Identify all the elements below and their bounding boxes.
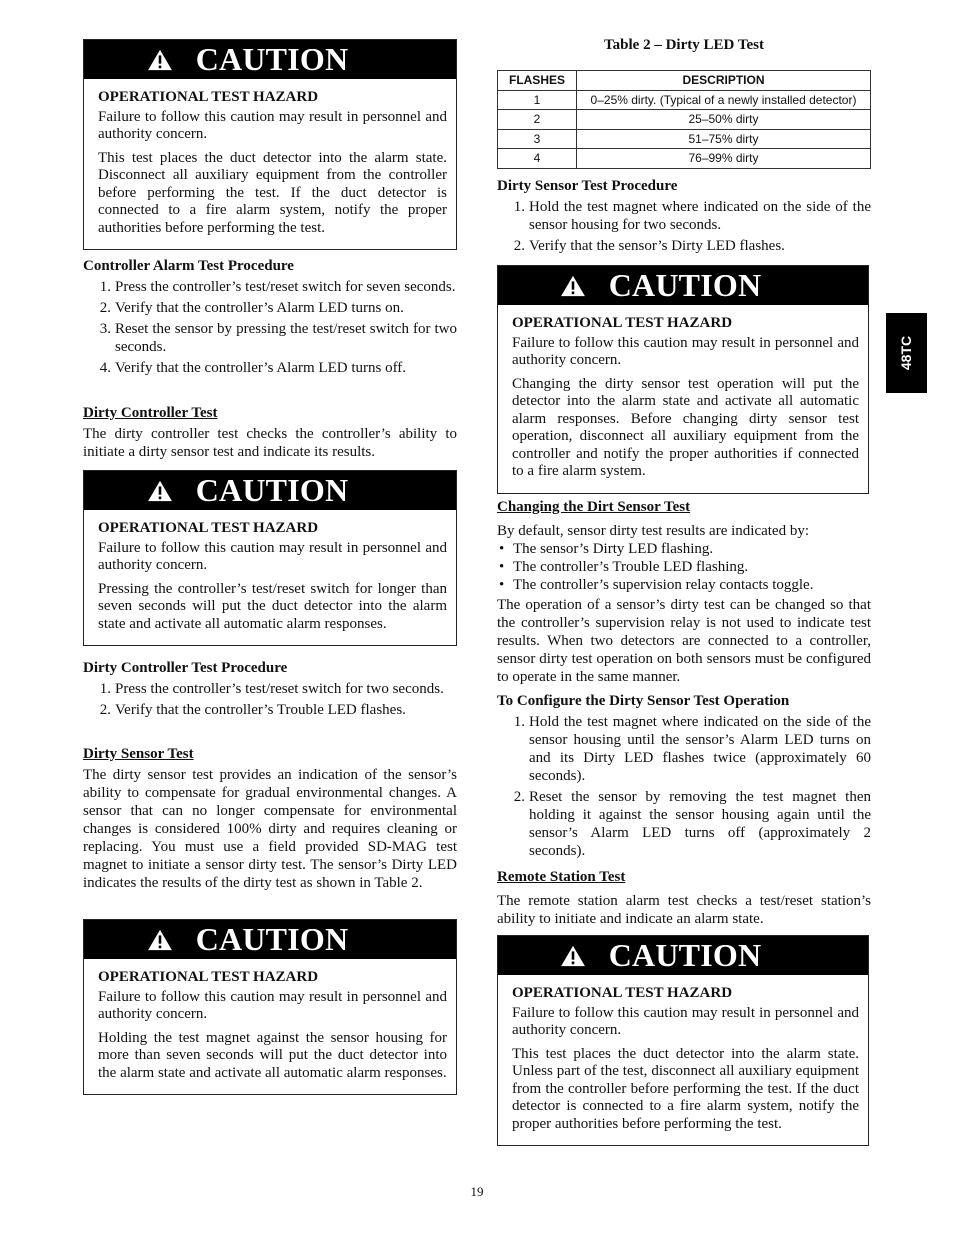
- caution-box-3: [83, 919, 457, 1095]
- caution-text: Changing the dirty sensor test operation will put the detector into the alarm state and activate all automatic alarm responses. Before changing dirty sensor test operation, disconnect all auxiliary equipment from the controller and notify the proper authorities if connected to a fire alarm system.: [512, 375, 859, 479]
- bullet-text: The controller’s Trouble LED flashing.: [513, 559, 749, 575]
- caution-title: CAUTION: [608, 267, 762, 303]
- hazard-warning: Failure to follow this caution may result in personnel and authority concern.: [98, 988, 447, 1022]
- step-text: Reset the sensor by removing the test magnet then holding it against the sensor housing again until the sensor’s Alarm LED turns off (approximately 2 seconds).: [529, 789, 871, 859]
- table-cell: 1: [498, 90, 577, 110]
- table-cell: 2: [498, 110, 577, 130]
- step-text: Reset the sensor by pressing the test/reset switch for two seconds.: [115, 321, 457, 355]
- hazard-title: OPERATIONAL TEST HAZARD: [512, 315, 733, 331]
- paragraph: The dirty sensor test provides an indication of the sensor’s ability to compensate for gradual environmental changes. A sensor that can no longer compensate for environmental changes is considered 100% dirty and requires cleaning or replacing. You must use a field provided SD-MAG test magnet to initiate a sensor dirty test. The sensor’s Dirty LED indicates the results of the dirty test as shown in Table 2.: [83, 767, 457, 891]
- step-text: Verify that the controller’s Alarm LED turns off.: [115, 360, 407, 376]
- paragraph: The operation of a sensor’s dirty test can be changed so that the controller’s supervision relay is not used to indicate test results. When two detectors are connected to a controller, sensor dirty test operation on both sensors must be configured to operate in the same manner.: [497, 597, 871, 685]
- caution-title: CAUTION: [608, 937, 762, 973]
- section-heading: Dirty Sensor Test: [83, 746, 194, 762]
- table-header-row: [498, 71, 871, 91]
- table-header: FLASHES: [498, 71, 577, 91]
- section-heading: Dirty Controller Test Procedure: [83, 660, 288, 676]
- step-text: Verify that the sensor’s Dirty LED flashes.: [529, 238, 785, 254]
- step-number: 2.: [99, 300, 111, 316]
- bullet-text: The controller’s supervision relay contacts toggle.: [513, 577, 814, 593]
- list-item: [83, 680, 457, 698]
- caution-header: [84, 40, 456, 79]
- list-item: [83, 320, 457, 356]
- bullet-item: [497, 540, 871, 558]
- list-item: [497, 788, 871, 860]
- configure-steps: [497, 713, 871, 860]
- step-number: 2.: [99, 702, 111, 718]
- list-item: [497, 237, 871, 255]
- step-text: Verify that the controller’s Alarm LED turns on.: [115, 300, 404, 316]
- dirty-sensor-procedure: [497, 177, 871, 255]
- hazard-warning: Failure to follow this caution may result in personnel and authority concern.: [512, 1004, 859, 1038]
- section-heading: To Configure the Dirty Sensor Test Operation: [497, 693, 790, 709]
- table-body: [498, 90, 871, 168]
- caution-box-4: [497, 265, 869, 494]
- section-heading: Controller Alarm Test Procedure: [83, 258, 294, 274]
- caution-text: Pressing the controller’s test/reset switch for longer than seven seconds will put the duct detector into the alarm state and activate all automatic alarm responses.: [98, 580, 447, 632]
- hazard-title: OPERATIONAL TEST HAZARD: [98, 520, 319, 536]
- caution-header: [498, 936, 868, 975]
- step-text: Press the controller’s test/reset switch for seven seconds.: [115, 279, 456, 295]
- list-item: [83, 299, 457, 317]
- bullet-icon: •: [499, 577, 505, 593]
- step-number: 3.: [99, 321, 111, 337]
- caution-body: [498, 305, 868, 493]
- controller-alarm-steps: [83, 278, 457, 377]
- step-text: Hold the test magnet where indicated on the side of the sensor housing for two seconds.: [529, 199, 871, 233]
- warning-triangle-icon: [146, 929, 174, 951]
- bullet-list: [497, 540, 871, 594]
- list-item: [497, 713, 871, 785]
- dirty-controller-procedure: [83, 659, 457, 719]
- caution-text: Holding the test magnet against the sensor housing for more than seven seconds will put the duct detector into the alarm state and activate all automatic alarm responses.: [98, 1029, 447, 1081]
- step-text: Press the controller’s test/reset switch for two seconds.: [115, 681, 444, 697]
- warning-triangle-icon: [146, 49, 174, 71]
- caution-body: [84, 959, 456, 1094]
- list-item: [497, 198, 871, 234]
- bullet-icon: •: [499, 559, 505, 575]
- table-cell: 51–75% dirty: [577, 129, 871, 149]
- side-tab: [886, 313, 927, 393]
- step-number: 1.: [99, 279, 111, 295]
- bullet-icon: •: [499, 541, 505, 557]
- table-cell: 4: [498, 149, 577, 169]
- table-header: DESCRIPTION: [577, 71, 871, 91]
- hazard-title: OPERATIONAL TEST HAZARD: [98, 969, 319, 985]
- caution-body: [498, 975, 868, 1145]
- dirty-controller-steps: [83, 680, 457, 719]
- table-row: [498, 110, 871, 130]
- table-cell: 3: [498, 129, 577, 149]
- step-number: 2.: [513, 238, 525, 254]
- table-row: [498, 149, 871, 169]
- table-row: [498, 90, 871, 110]
- paragraph: The remote station alarm test checks a test/reset station’s ability to initiate and indicate an alarm state.: [497, 893, 871, 927]
- hazard-title: OPERATIONAL TEST HAZARD: [98, 89, 319, 105]
- paragraph: By default, sensor dirty test results are indicated by:: [497, 523, 810, 539]
- step-number: 1.: [513, 199, 525, 215]
- caution-title: CAUTION: [195, 472, 349, 508]
- list-item: [83, 278, 457, 296]
- table-cell: 25–50% dirty: [577, 110, 871, 130]
- bullet-text: The sensor’s Dirty LED flashing.: [513, 541, 714, 557]
- section-heading: Remote Station Test: [497, 869, 626, 885]
- caution-text: This test places the duct detector into the alarm state. Unless part of the test, disconnect all auxiliary equipment from the controller before performing the test. If the duct detector is connected to a fire alarm system, notify the proper authorities before performing the test.: [512, 1045, 859, 1132]
- caution-title: CAUTION: [195, 921, 349, 957]
- caution-title: CAUTION: [195, 41, 349, 77]
- warning-triangle-icon: [146, 480, 174, 502]
- table-cell: 0–25% dirty. (Typical of a newly installed detector): [577, 90, 871, 110]
- hazard-warning: Failure to follow this caution may result in personnel and authority concern.: [512, 334, 859, 368]
- caution-header: [84, 471, 456, 510]
- section-heading: Dirty Controller Test: [83, 405, 218, 421]
- dirty-sensor-steps: [497, 198, 871, 255]
- table-title: Table 2 – Dirty LED Test: [604, 37, 764, 53]
- table-cell: 76–99% dirty: [577, 149, 871, 169]
- caution-text: This test places the duct detector into the alarm state. Disconnect all auxiliary equipment from the controller before performing the test. If the duct detector is connected to a fire alarm system, notify the proper authorities before performing the test.: [98, 149, 447, 236]
- step-text: Verify that the controller’s Trouble LED flashes.: [115, 702, 406, 718]
- table-row: [498, 129, 871, 149]
- remote-station-section: [497, 868, 871, 928]
- caution-body: [84, 79, 456, 249]
- paragraph: The dirty controller test checks the controller’s ability to initiate a dirty sensor test and indicate its results.: [83, 426, 457, 460]
- warning-triangle-icon: [559, 945, 587, 967]
- controller-alarm-section: [83, 257, 457, 377]
- warning-triangle-icon: [559, 275, 587, 297]
- caution-box-1: [83, 39, 457, 250]
- section-heading: Dirty Sensor Test Procedure: [497, 178, 678, 194]
- dirty-led-table: [497, 70, 871, 169]
- step-text: Hold the test magnet where indicated on the side of the sensor housing until the sensor’s Alarm LED turns on and its Dirty LED flashes twice (approximately 60 seconds).: [529, 714, 871, 784]
- changing-section: [497, 498, 871, 686]
- step-number: 4.: [99, 360, 111, 376]
- caution-header: [84, 920, 456, 959]
- dirty-sensor-section: [83, 745, 457, 892]
- caution-box-2: [83, 470, 457, 646]
- page-number: 19: [470, 1184, 484, 1199]
- hazard-warning: Failure to follow this caution may result in personnel and authority concern.: [98, 108, 447, 142]
- list-item: [83, 701, 457, 719]
- step-number: 1.: [513, 714, 525, 730]
- configure-section: [497, 692, 871, 860]
- step-number: 2.: [513, 789, 525, 805]
- section-heading: Changing the Dirt Sensor Test: [497, 499, 691, 515]
- dirty-controller-section: [83, 404, 457, 461]
- list-item: [83, 359, 457, 377]
- caution-body: [84, 510, 456, 645]
- caution-header: [498, 266, 868, 305]
- hazard-warning: Failure to follow this caution may result in personnel and authority concern.: [98, 539, 447, 573]
- side-tab-label: 48TC: [898, 335, 915, 371]
- hazard-title: OPERATIONAL TEST HAZARD: [512, 985, 733, 1001]
- step-number: 1.: [99, 681, 111, 697]
- bullet-item: [497, 558, 871, 576]
- bullet-item: [497, 576, 871, 594]
- caution-box-5: [497, 935, 869, 1146]
